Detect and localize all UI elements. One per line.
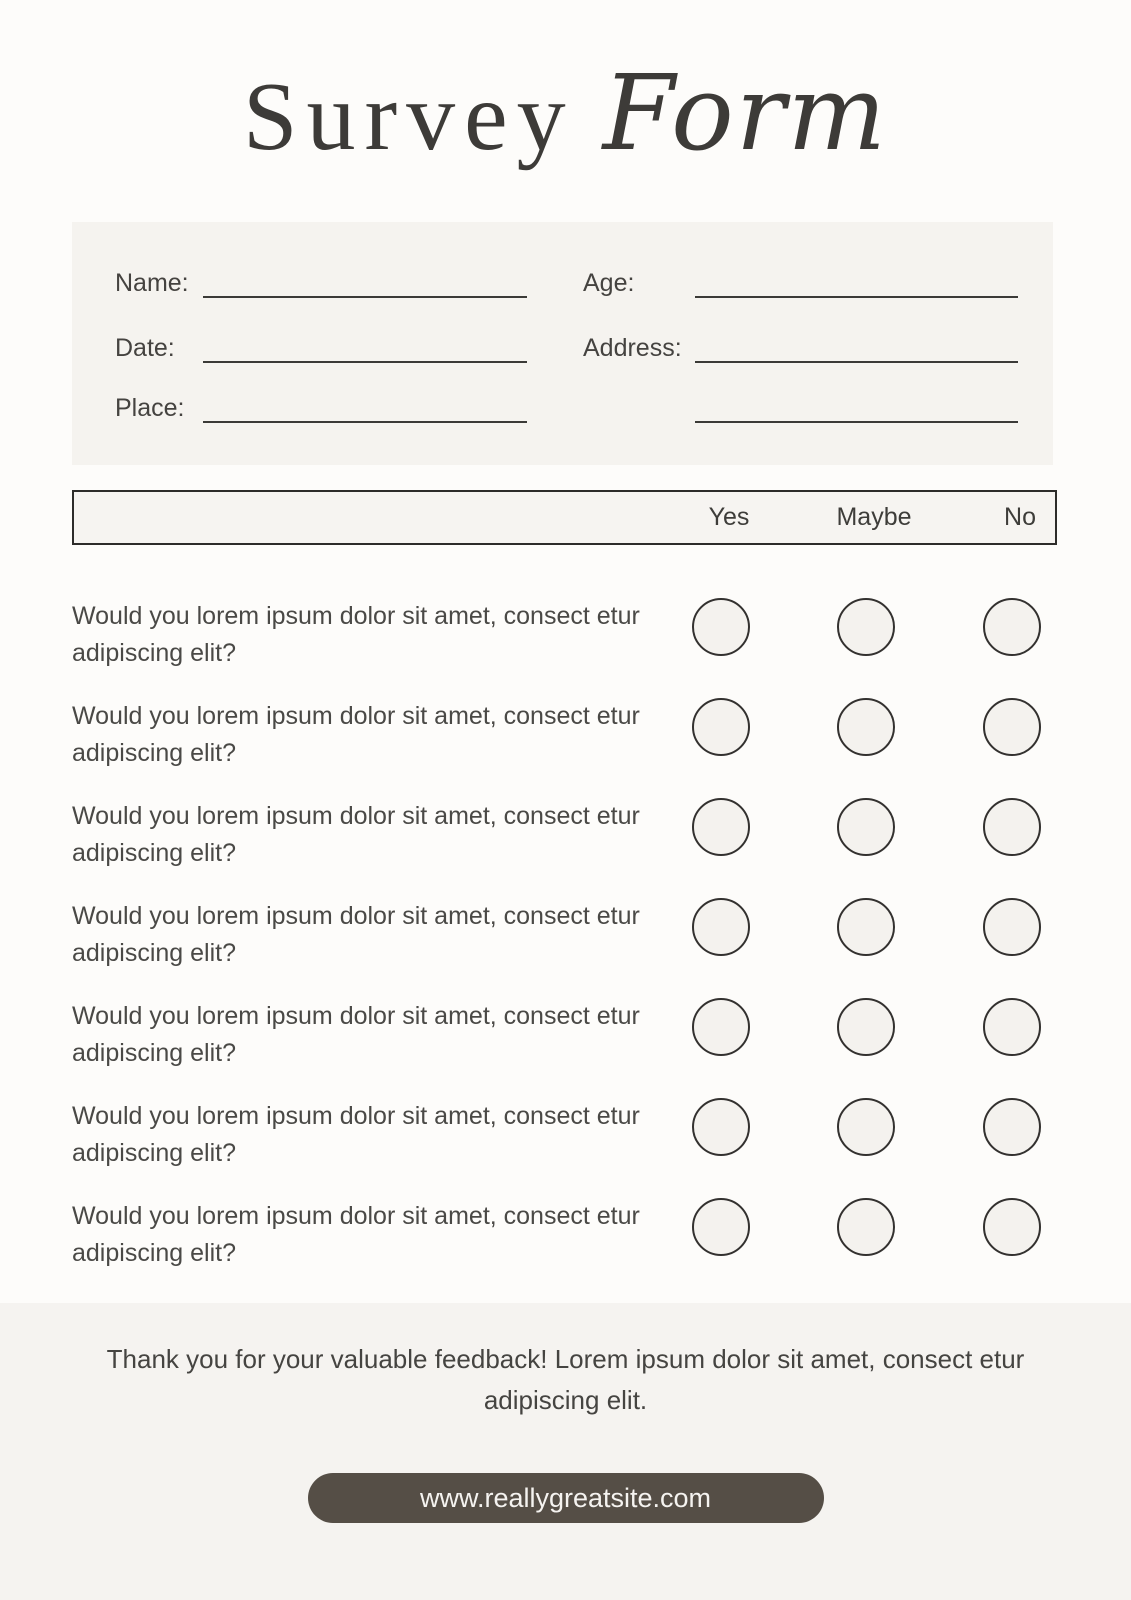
name-input-line[interactable] xyxy=(203,256,527,298)
address-extra-input-line[interactable] xyxy=(695,381,1018,423)
answer-circle-yes[interactable] xyxy=(692,998,750,1056)
column-header-yes: Yes xyxy=(708,503,750,531)
question-row-3 xyxy=(72,798,1059,898)
place-input-line[interactable] xyxy=(203,381,527,423)
questions-list xyxy=(72,598,1059,1298)
website-url: www.reallygreatsite.com xyxy=(419,1483,712,1513)
column-header-maybe: Maybe xyxy=(836,503,912,531)
answer-circle-maybe[interactable] xyxy=(837,1098,895,1156)
answer-circle-no[interactable] xyxy=(983,998,1041,1056)
name-label: Name: xyxy=(115,269,189,297)
address-input-line[interactable] xyxy=(695,321,1018,363)
age-input-line[interactable] xyxy=(695,256,1018,298)
address-label: Address: xyxy=(583,334,682,362)
answer-circle-no[interactable] xyxy=(983,1198,1041,1256)
question-row-2 xyxy=(72,698,1059,798)
personal-info-panel xyxy=(72,222,1053,465)
name-field-row xyxy=(115,256,527,298)
answer-circle-yes[interactable] xyxy=(692,698,750,756)
answer-circle-no[interactable] xyxy=(983,898,1041,956)
answer-circle-maybe[interactable] xyxy=(837,898,895,956)
question-text: Would you lorem ipsum dolor sit amet, consect etur adipiscing elit? xyxy=(72,802,640,867)
date-field-row xyxy=(115,321,527,363)
answer-circle-maybe[interactable] xyxy=(837,798,895,856)
options-header-bar xyxy=(72,490,1057,545)
title-word-survey: Survey xyxy=(242,63,575,171)
place-label: Place: xyxy=(115,394,185,422)
answer-circle-no[interactable] xyxy=(983,698,1041,756)
question-row-1 xyxy=(72,598,1059,698)
answer-circle-maybe[interactable] xyxy=(837,698,895,756)
answer-circle-maybe[interactable] xyxy=(837,598,895,656)
answer-circle-no[interactable] xyxy=(983,598,1041,656)
thank-you-text: Thank you for your valuable feedback! Lorem ipsum dolor sit amet, consect etur adipiscing elit. xyxy=(106,1344,1025,1415)
answer-circle-yes[interactable] xyxy=(692,898,750,956)
column-header-no: No xyxy=(1004,503,1036,531)
question-text: Would you lorem ipsum dolor sit amet, consect etur adipiscing elit? xyxy=(72,1002,640,1067)
date-input-line[interactable] xyxy=(203,321,527,363)
answer-circle-maybe[interactable] xyxy=(837,1198,895,1256)
answer-circle-yes[interactable] xyxy=(692,1098,750,1156)
question-row-7 xyxy=(72,1198,1059,1298)
age-label: Age: xyxy=(583,269,635,297)
answer-circle-yes[interactable] xyxy=(692,598,750,656)
footer xyxy=(0,1303,1131,1600)
date-label: Date: xyxy=(115,334,175,362)
answer-circle-no[interactable] xyxy=(983,798,1041,856)
answer-circle-maybe[interactable] xyxy=(837,998,895,1056)
answer-circle-no[interactable] xyxy=(983,1098,1041,1156)
answer-circle-yes[interactable] xyxy=(692,1198,750,1256)
address-extra-field-row xyxy=(583,381,1018,423)
question-row-4 xyxy=(72,898,1059,998)
age-field-row xyxy=(583,256,1018,298)
address-field-row xyxy=(583,321,1018,363)
question-text: Would you lorem ipsum dolor sit amet, consect etur adipiscing elit? xyxy=(72,902,640,967)
question-row-6 xyxy=(72,1098,1059,1198)
question-row-5 xyxy=(72,998,1059,1098)
question-text: Would you lorem ipsum dolor sit amet, consect etur adipiscing elit? xyxy=(72,1202,640,1267)
answer-circle-yes[interactable] xyxy=(692,798,750,856)
title-word-form: Form xyxy=(602,52,889,174)
question-text: Would you lorem ipsum dolor sit amet, consect etur adipiscing elit? xyxy=(72,602,640,667)
website-button[interactable] xyxy=(308,1473,824,1523)
question-text: Would you lorem ipsum dolor sit amet, consect etur adipiscing elit? xyxy=(72,702,640,767)
place-field-row xyxy=(115,381,527,423)
question-text: Would you lorem ipsum dolor sit amet, consect etur adipiscing elit? xyxy=(72,1102,640,1167)
page-title xyxy=(0,52,1131,174)
